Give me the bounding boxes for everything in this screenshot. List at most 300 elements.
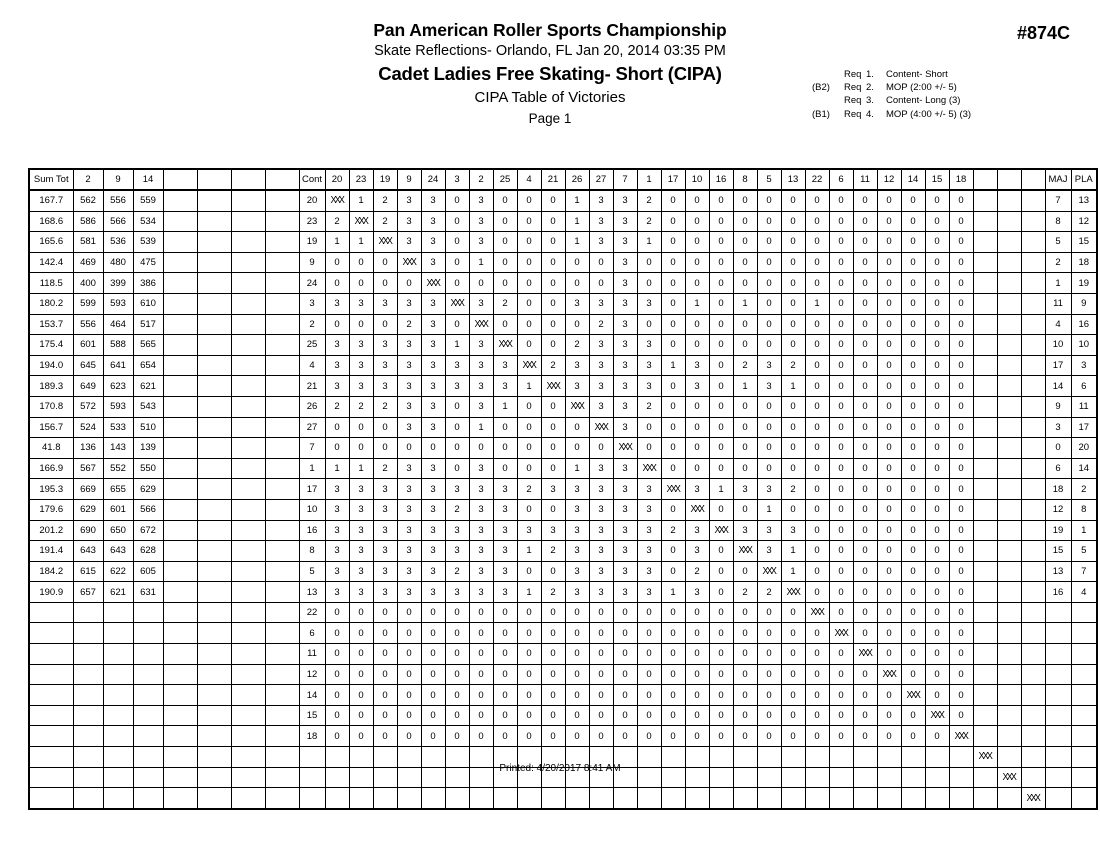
cell-victory-value: 0 — [733, 499, 757, 520]
cell-judge-score — [103, 602, 133, 623]
cell-victory-value: 0 — [901, 438, 925, 459]
cell-victory-value: 0 — [901, 417, 925, 438]
cell-victory-value: 3 — [325, 376, 349, 397]
cell-victory-value: 3 — [469, 232, 493, 253]
cell-victory-value: 0 — [661, 623, 685, 644]
cell-victory-value: 0 — [325, 726, 349, 747]
cell-victory-value: 0 — [805, 705, 829, 726]
cell-victory-value: 1 — [757, 499, 781, 520]
cell-contestant-number: 6 — [299, 623, 325, 644]
cell-victory-value: 2 — [541, 355, 565, 376]
cell-victory-value: 0 — [829, 293, 853, 314]
cell-victory-value: 1 — [565, 190, 589, 211]
cell-blank — [231, 252, 265, 273]
cell-victory-value: 0 — [493, 211, 517, 232]
cell-victory-value: 0 — [445, 623, 469, 644]
cell-gap — [973, 211, 997, 232]
cell-victory-value: 3 — [613, 541, 637, 562]
cell-gap — [973, 561, 997, 582]
cell-victory-value: 0 — [517, 499, 541, 520]
cell-victory-value: 0 — [517, 685, 541, 706]
cell-victory-value: 0 — [685, 644, 709, 665]
cell-blank — [163, 355, 197, 376]
cell-gap — [973, 644, 997, 665]
cell-victory-value: 0 — [397, 726, 421, 747]
cell-gap — [973, 685, 997, 706]
cell-gap — [997, 417, 1021, 438]
cell-sum-tot: 175.4 — [29, 335, 73, 356]
cell-victory-value: 0 — [589, 602, 613, 623]
cell-victory-value: 2 — [445, 561, 469, 582]
cell-victory-value: 0 — [949, 273, 973, 294]
cell-victory-value: 0 — [949, 479, 973, 500]
cell-victory-value: 0 — [877, 623, 901, 644]
requirement-number: 4. — [866, 108, 874, 120]
cell-gap — [1021, 788, 1045, 809]
cell-victory-value: 3 — [421, 541, 445, 562]
cell-victory-value: 0 — [349, 644, 373, 665]
self-match-xxx-marker: XXX — [858, 648, 872, 660]
cell-victory-value: 0 — [469, 438, 493, 459]
cell-gap — [1021, 335, 1045, 356]
cell-victory-value: 0 — [877, 438, 901, 459]
cell-victory-value: 0 — [661, 376, 685, 397]
cell-victory-value: 0 — [805, 314, 829, 335]
cell-judge-score: 643 — [103, 541, 133, 562]
cell-victory-value: 0 — [493, 252, 517, 273]
cell-pla: 6 — [1071, 376, 1097, 397]
self-match-xxx-marker: XXX — [1026, 792, 1040, 804]
cell-contestant-number: 20 — [299, 190, 325, 211]
cell-victory-value: 0 — [325, 705, 349, 726]
self-match-xxx-marker: XXX — [690, 504, 704, 516]
cell-victory-value: 3 — [397, 479, 421, 500]
cell-victory-value: 0 — [589, 705, 613, 726]
cell-victory-value: 3 — [565, 582, 589, 603]
cell-gap — [1021, 211, 1045, 232]
cell-victory-value — [397, 788, 421, 809]
cell-blank — [265, 273, 299, 294]
cell-gap — [1021, 479, 1045, 500]
cell-blank — [197, 190, 231, 211]
cell-sum-tot: 184.2 — [29, 561, 73, 582]
cell-judge-score: 669 — [73, 479, 103, 500]
cell-gap — [997, 211, 1021, 232]
cell-judge-score — [103, 726, 133, 747]
cell-victory-value: 1 — [565, 458, 589, 479]
cell-victory-value — [541, 788, 565, 809]
cell-judge-score: 599 — [73, 293, 103, 314]
cell-victory-value: 0 — [733, 602, 757, 623]
cell-victory-value: 0 — [373, 623, 397, 644]
cell-sum-tot: 191.4 — [29, 541, 73, 562]
cell-victory-value: 0 — [901, 293, 925, 314]
cell-victory-value: 3 — [589, 520, 613, 541]
cell-victory-value: 3 — [349, 376, 373, 397]
cell-victory-value: 0 — [709, 211, 733, 232]
cell-victory-value: 0 — [613, 705, 637, 726]
cell-judge-score: 621 — [133, 376, 163, 397]
cell-victory-value: 0 — [805, 252, 829, 273]
cell-gap — [997, 479, 1021, 500]
cell-victory-value: 0 — [781, 644, 805, 665]
cell-victory-value: 0 — [613, 644, 637, 665]
cell-judge-score — [73, 685, 103, 706]
cell-victory-value: 0 — [685, 211, 709, 232]
cell-victory-value: 3 — [373, 355, 397, 376]
cell-victory-value: 0 — [733, 561, 757, 582]
cell-victory-value: 0 — [757, 664, 781, 685]
cell-victory-value: 3 — [421, 396, 445, 417]
cell-blank — [197, 355, 231, 376]
cell-victory-value: 0 — [901, 561, 925, 582]
cell-gap — [973, 376, 997, 397]
cell-victory-value: 3 — [421, 582, 445, 603]
cell-gap — [973, 623, 997, 644]
cell-victory-value: 0 — [325, 602, 349, 623]
cell-victory-value — [589, 417, 613, 438]
cell-victory-value: 3 — [613, 335, 637, 356]
cell-victory-value: 2 — [637, 396, 661, 417]
cell-gap — [997, 438, 1021, 459]
cell-victory-value: 0 — [637, 602, 661, 623]
cell-victory-value: 3 — [469, 396, 493, 417]
cell-victory-value: 3 — [589, 376, 613, 397]
self-match-xxx-marker: XXX — [906, 689, 920, 701]
cell-sum-tot: 167.7 — [29, 190, 73, 211]
cell-victory-value: 3 — [685, 376, 709, 397]
cell-victory-value: 0 — [709, 190, 733, 211]
cell-victory-value: 0 — [733, 705, 757, 726]
cell-blank — [197, 314, 231, 335]
cell-victory-value: 0 — [541, 561, 565, 582]
cell-victory-value: 3 — [325, 293, 349, 314]
cell-blank — [265, 252, 299, 273]
cell-victory-value — [949, 726, 973, 747]
col-header-judge: 14 — [133, 169, 163, 190]
cell-victory-value: 3 — [565, 561, 589, 582]
table-row — [29, 252, 1097, 273]
cell-victory-value: 3 — [421, 314, 445, 335]
cell-victory-value: 0 — [709, 685, 733, 706]
cell-victory-value — [421, 273, 445, 294]
self-match-xxx-marker: XXX — [450, 298, 464, 310]
cell-victory-value — [469, 788, 493, 809]
cell-victory-value: 3 — [397, 396, 421, 417]
self-match-xxx-marker: XXX — [378, 236, 392, 248]
cell-contestant-number: 23 — [299, 211, 325, 232]
cell-victory-value: 2 — [637, 211, 661, 232]
cell-gap — [973, 190, 997, 211]
cell-judge-score — [103, 685, 133, 706]
cell-victory-value: 0 — [949, 232, 973, 253]
cell-victory-value: 3 — [373, 520, 397, 541]
cell-victory-value: 0 — [877, 520, 901, 541]
table-row — [29, 211, 1097, 232]
cell-victory-value: 0 — [493, 644, 517, 665]
cell-victory-value: 3 — [517, 520, 541, 541]
cell-victory-value: 0 — [637, 644, 661, 665]
cell-victory-value: 3 — [685, 582, 709, 603]
cell-gap — [997, 705, 1021, 726]
cell-blank — [197, 438, 231, 459]
cell-blank — [197, 623, 231, 644]
cell-pla — [1071, 726, 1097, 747]
cell-victory-value: 0 — [445, 273, 469, 294]
cell-victory-value — [709, 788, 733, 809]
cell-blank — [163, 664, 197, 685]
cell-victory-value: 3 — [325, 355, 349, 376]
cell-victory-value: 3 — [397, 458, 421, 479]
cell-victory-value: 0 — [757, 190, 781, 211]
cell-judge-score: 556 — [103, 190, 133, 211]
cell-victory-value: 0 — [853, 252, 877, 273]
cell-gap — [997, 396, 1021, 417]
cell-victory-value: 3 — [589, 458, 613, 479]
cell-victory-value: 3 — [637, 479, 661, 500]
cell-victory-value: 0 — [877, 417, 901, 438]
cell-gap — [973, 335, 997, 356]
cell-victory-value: 2 — [373, 458, 397, 479]
cell-victory-value — [901, 788, 925, 809]
document-number: #874C — [1016, 23, 1070, 43]
cell-maj — [1045, 685, 1071, 706]
cell-blank — [265, 685, 299, 706]
cell-victory-value: 3 — [421, 458, 445, 479]
cell-sum-tot: 170.8 — [29, 396, 73, 417]
cell-victory-value: 3 — [781, 520, 805, 541]
cell-gap — [973, 293, 997, 314]
cell-victory-value: 0 — [757, 211, 781, 232]
table-row — [29, 623, 1097, 644]
cell-victory-value — [877, 788, 901, 809]
cell-victory-value: 0 — [565, 685, 589, 706]
cell-judge-score: 536 — [103, 232, 133, 253]
cell-victory-value: 3 — [325, 335, 349, 356]
cell-victory-value: 2 — [661, 520, 685, 541]
cell-victory-value: 3 — [469, 355, 493, 376]
cell-victory-value: 0 — [445, 190, 469, 211]
cell-victory-value — [637, 458, 661, 479]
cell-victory-value: 0 — [901, 602, 925, 623]
table-row — [29, 561, 1097, 582]
cell-blank — [265, 376, 299, 397]
cell-victory-value: 0 — [877, 561, 901, 582]
cell-sum-tot: 142.4 — [29, 252, 73, 273]
cell-blank — [231, 458, 265, 479]
cell-gap — [973, 602, 997, 623]
cell-victory-value: 1 — [493, 396, 517, 417]
cell-gap — [1021, 458, 1045, 479]
cell-victory-value: 0 — [853, 314, 877, 335]
col-header-skater: 3 — [445, 169, 469, 190]
cell-victory-value: 3 — [757, 479, 781, 500]
cell-victory-value: 0 — [541, 623, 565, 644]
cell-contestant-number: 26 — [299, 396, 325, 417]
cell-contestant-number: 7 — [299, 438, 325, 459]
cell-victory-value: 0 — [853, 232, 877, 253]
cell-maj: 9 — [1045, 396, 1071, 417]
cell-victory-value: 2 — [373, 211, 397, 232]
cell-victory-value: 1 — [781, 561, 805, 582]
cell-blank — [163, 252, 197, 273]
cell-blank — [163, 644, 197, 665]
cell-maj: 4 — [1045, 314, 1071, 335]
cell-victory-value: 0 — [949, 685, 973, 706]
cell-victory-value — [373, 788, 397, 809]
cell-victory-value: 0 — [781, 211, 805, 232]
cell-victory-value: 0 — [949, 705, 973, 726]
cell-victory-value: 0 — [541, 499, 565, 520]
cell-gap — [997, 232, 1021, 253]
cell-victory-value: 0 — [949, 438, 973, 459]
cell-gap — [1021, 685, 1045, 706]
cell-gap — [1021, 499, 1045, 520]
cell-victory-value: 0 — [733, 685, 757, 706]
cell-victory-value: 3 — [589, 561, 613, 582]
cell-victory-value: 0 — [709, 355, 733, 376]
cell-victory-value: 0 — [901, 335, 925, 356]
cell-victory-value: 1 — [565, 211, 589, 232]
cell-gap — [997, 520, 1021, 541]
cell-victory-value: 0 — [493, 190, 517, 211]
cell-victory-value: 0 — [805, 726, 829, 747]
cell-gap — [1021, 644, 1045, 665]
cell-victory-value: 3 — [469, 582, 493, 603]
cell-victory-value: 0 — [829, 314, 853, 335]
table-row — [29, 458, 1097, 479]
requirement-label: Req — [844, 95, 862, 107]
cell-judge-score: 629 — [133, 479, 163, 500]
cell-victory-value: 0 — [421, 705, 445, 726]
cell-victory-value: 0 — [901, 499, 925, 520]
cell-blank — [197, 479, 231, 500]
cell-gap — [1021, 705, 1045, 726]
cell-victory-value — [565, 788, 589, 809]
cell-victory-value: 0 — [541, 252, 565, 273]
cell-victory-value: 0 — [925, 438, 949, 459]
cell-sum-tot: 189.3 — [29, 376, 73, 397]
cell-maj: 2 — [1045, 252, 1071, 273]
cell-victory-value: 2 — [541, 582, 565, 603]
cell-blank — [163, 211, 197, 232]
table-row — [29, 335, 1097, 356]
cell-victory-value: 0 — [589, 252, 613, 273]
cell-victory-value: 0 — [949, 582, 973, 603]
requirement-block-code: (B1) — [812, 108, 830, 120]
cell-victory-value: 0 — [709, 273, 733, 294]
printed-timestamp: Printed: 4/20/2017 8:41 AM — [499, 763, 621, 774]
cell-maj: 0 — [1045, 438, 1071, 459]
cell-victory-value: 0 — [661, 458, 685, 479]
cell-victory-value: 3 — [565, 520, 589, 541]
cell-victory-value: 0 — [877, 479, 901, 500]
cell-maj: 10 — [1045, 335, 1071, 356]
cell-victory-value: 3 — [421, 232, 445, 253]
cell-victory-value: 0 — [901, 664, 925, 685]
cell-gap — [997, 561, 1021, 582]
cell-victory-value: 0 — [733, 644, 757, 665]
cell-victory-value: 3 — [325, 479, 349, 500]
cell-victory-value: 2 — [589, 314, 613, 335]
cell-victory-value: 0 — [877, 726, 901, 747]
cell-blank — [231, 314, 265, 335]
cell-gap — [973, 499, 997, 520]
cell-victory-value: 2 — [373, 190, 397, 211]
cell-judge-score: 566 — [103, 211, 133, 232]
cell-victory-value: 0 — [589, 623, 613, 644]
cell-victory-value: 3 — [469, 335, 493, 356]
cell-blank — [265, 232, 299, 253]
cell-victory-value: 0 — [661, 602, 685, 623]
table-head — [29, 169, 1097, 190]
cell-victory-value: 3 — [325, 520, 349, 541]
cell-victory-value: 0 — [445, 232, 469, 253]
cell-victory-value: 3 — [397, 211, 421, 232]
cell-victory-value — [901, 685, 925, 706]
cell-gap — [997, 273, 1021, 294]
cell-victory-value: 0 — [877, 644, 901, 665]
cell-victory-value: 0 — [661, 499, 685, 520]
cell-victory-value: 0 — [709, 561, 733, 582]
cell-victory-value: 3 — [469, 499, 493, 520]
cell-gap — [973, 664, 997, 685]
cell-gap — [997, 644, 1021, 665]
cell-contestant-number: 13 — [299, 582, 325, 603]
self-match-xxx-marker: XXX — [594, 421, 608, 433]
col-header-skater: 20 — [325, 169, 349, 190]
cell-victory-value: 0 — [685, 232, 709, 253]
cell-victory-value: 0 — [949, 541, 973, 562]
cell-victory-value: 0 — [349, 664, 373, 685]
cell-blank — [163, 376, 197, 397]
cell-blank — [163, 788, 197, 809]
cell-judge-score: 672 — [133, 520, 163, 541]
cell-maj — [1045, 788, 1071, 809]
cell-victory-value: 0 — [781, 396, 805, 417]
cell-victory-value: 0 — [421, 602, 445, 623]
cell-judge-score: 586 — [73, 211, 103, 232]
cell-victory-value: 3 — [373, 561, 397, 582]
requirement-label: Req — [844, 82, 862, 94]
cell-victory-value — [373, 232, 397, 253]
cell-victory-value: 0 — [757, 314, 781, 335]
cell-victory-value: 0 — [493, 602, 517, 623]
cell-victory-value: 0 — [517, 705, 541, 726]
cell-victory-value: 1 — [469, 417, 493, 438]
cell-victory-value: 0 — [781, 685, 805, 706]
col-header-skater: 4 — [517, 169, 541, 190]
cell-blank — [197, 211, 231, 232]
cell-victory-value: 0 — [493, 273, 517, 294]
cell-victory-value: 1 — [349, 190, 373, 211]
cell-judge-score: 543 — [133, 396, 163, 417]
cell-maj: 5 — [1045, 232, 1071, 253]
cell-victory-value: 0 — [877, 335, 901, 356]
cell-maj — [1045, 705, 1071, 726]
cell-blank — [197, 520, 231, 541]
cell-victory-value — [445, 788, 469, 809]
cell-gap — [997, 499, 1021, 520]
cell-sum-tot: 180.2 — [29, 293, 73, 314]
col-header-blank — [197, 169, 231, 190]
cell-victory-value: 2 — [733, 582, 757, 603]
cell-victory-value: 2 — [685, 561, 709, 582]
cell-victory-value: 0 — [901, 273, 925, 294]
cell-victory-value: 0 — [805, 190, 829, 211]
cell-victory-value: 0 — [325, 623, 349, 644]
cell-victory-value: 3 — [757, 355, 781, 376]
